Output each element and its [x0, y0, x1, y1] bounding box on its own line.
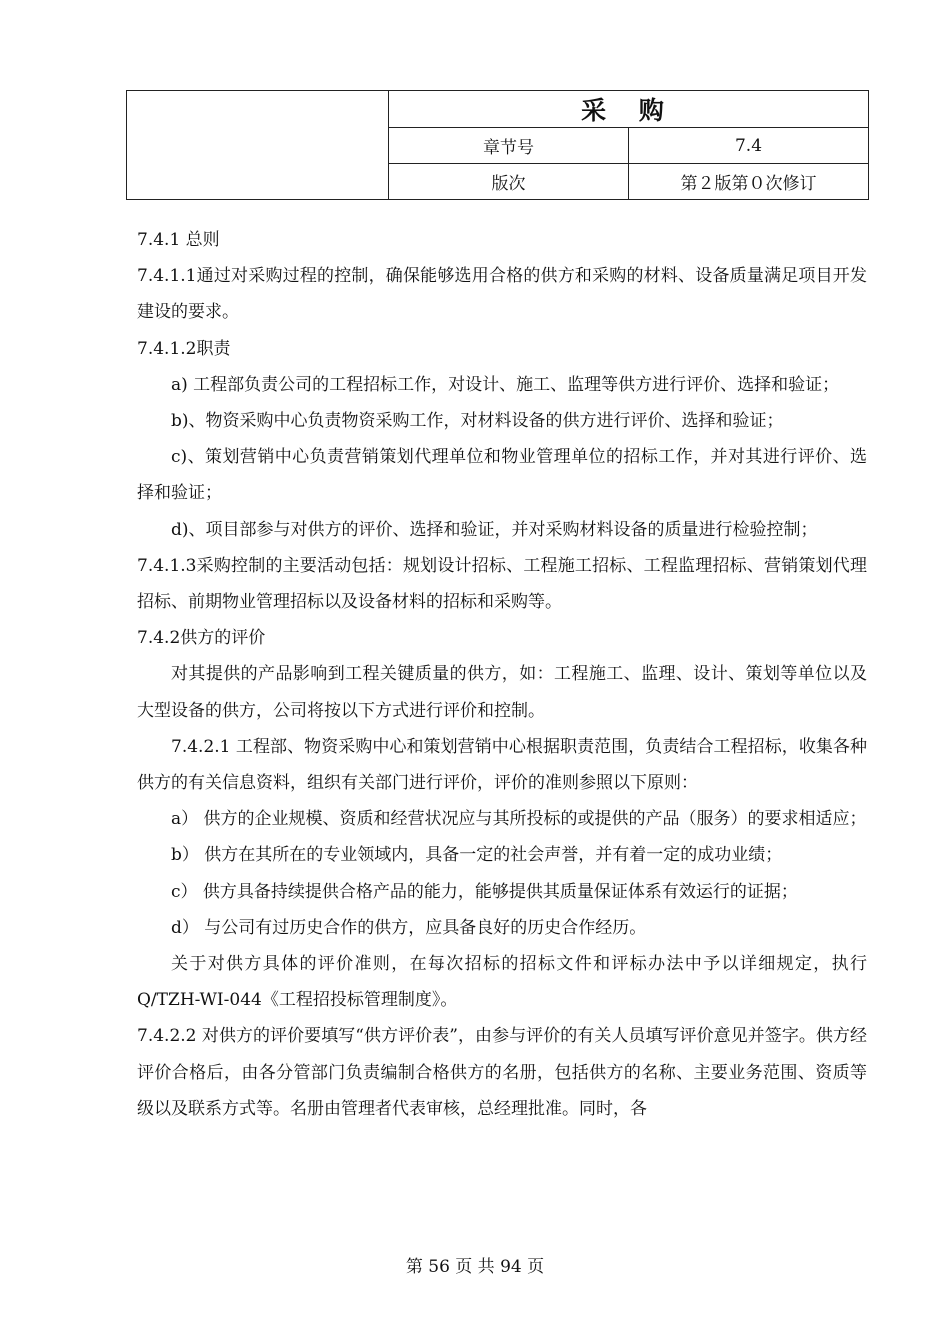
list-item-criterion-c: c） 供方具备持续提供合格产品的能力，能够提供其质量保证体系有效运行的证据； [171, 881, 798, 902]
section-number-label: 章节号 [389, 128, 629, 164]
document-body [137, 222, 867, 1127]
paragraph-evaluation-principles: 7.4.2.1 工程部、物资采购中心和策划营销中心根据职责范围，负责结合工程招标，收集各种供方的有关信息资料，组织有关部门进行评价，评价的准则参照以下原则： [137, 736, 867, 794]
heading-supplier-evaluation: 7.4.2供方的评价 [137, 628, 266, 649]
edition-label: 版次 [389, 164, 629, 200]
list-item-engineering-dept: a) 工程部负责公司的工程招标工作，对设计、施工、监理等供方进行评价、选择和验证； [171, 374, 840, 395]
page-number: 第 56 页 共 94 页 [405, 1257, 545, 1277]
list-item-procurement-center: b)、物资采购中心负责物资采购工作，对材料设备的供方进行评价、选择和验证； [171, 411, 784, 432]
paragraph-purpose: 7.4.1.1通过对采购过程的控制，确保能够选用合格的供方和采购的材料、设备质量满足项目开发建设的要求。 [137, 266, 867, 323]
edition-value: 第２版第０次修订 [629, 164, 869, 200]
section-number-value: 7.4 [629, 128, 869, 164]
document-header-table [126, 90, 869, 200]
paragraph-main-activities: 7.4.1.3采购控制的主要活动包括：规划设计招标、工程施工招标、工程监理招标、营销策划代理招标、前期物业管理招标以及设备材料的招标和采购等。 [137, 555, 867, 613]
paragraph-evaluation-form: 7.4.2.2 对供方的评价要填写“供方评价表”，由参与评价的有关人员填写评价意见并签字。供方经评价合格后，由各分管部门负责编制合格供方的名册，包括供方的名称、主要业务范围、资质等级以及联系方式等。名册由管理者代表审核，总经理批准。同时，各 [137, 1026, 867, 1119]
list-item-criterion-d: d） 与公司有过历史合作的供方，应具备良好的历史合作经历。 [171, 917, 647, 938]
paragraph-tender-rules: 关于对供方具体的评价准则，在每次招标的招标文件和评标办法中予以详细规定，执行Q/TZH-WI-044《工程招投标管理制度》。 [137, 954, 867, 1011]
heading-responsibilities: 7.4.1.2职责 [137, 338, 231, 359]
document-title: 采 购 [389, 91, 869, 128]
list-item-marketing-center: c)、策划营销中心负责营销策划代理单位和物业管理单位的招标工作，并对其进行评价、选择和验证； [137, 447, 867, 504]
logo-cell [127, 91, 389, 200]
paragraph-key-suppliers: 对其提供的产品影响到工程关键质量的供方，如：工程施工、监理、设计、策划等单位以及大型设备的供方，公司将按以下方式进行评价和控制。 [137, 664, 867, 721]
heading-general: 7.4.1 总则 [137, 230, 220, 250]
list-item-criterion-a: a） 供方的企业规模、资质和经营状况应与其所投标的或提供的产品（服务）的要求相适应； [171, 809, 867, 830]
list-item-criterion-b: b） 供方在其所在的专业领域内，具备一定的社会声誉，并有着一定的成功业绩； [171, 845, 783, 866]
list-item-project-dept: d)、项目部参与对供方的评价、选择和验证，并对采购材料设备的质量进行检验控制； [171, 519, 818, 540]
